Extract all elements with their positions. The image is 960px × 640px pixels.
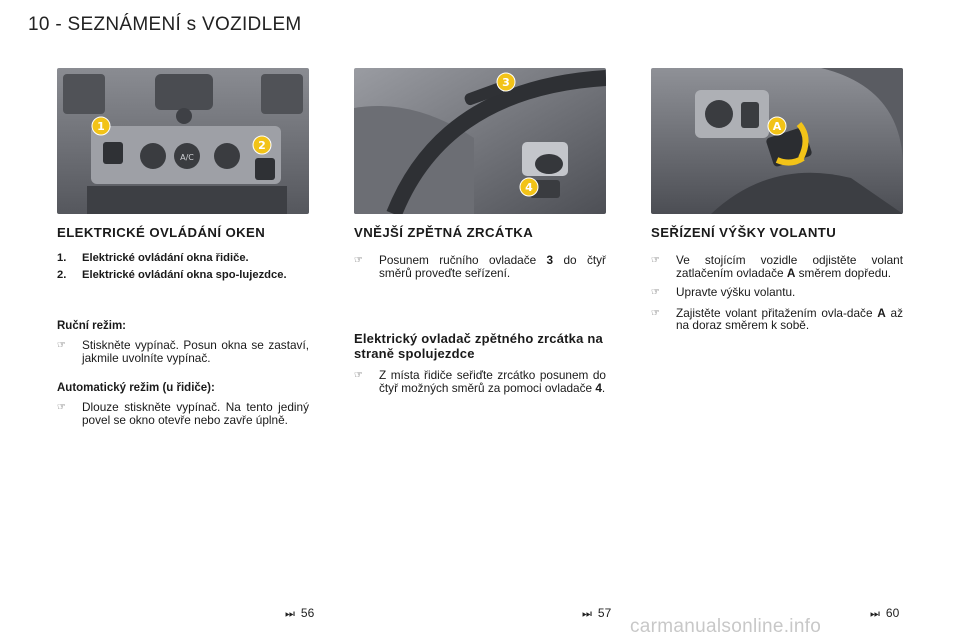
mirror-control-photo	[354, 68, 606, 214]
page-title: 10 - SEZNÁMENÍ s VOZIDLEM	[28, 14, 302, 35]
column-steering	[651, 68, 903, 332]
window-switch-list	[57, 252, 309, 282]
steering-bullet-1: ☞ Ve stojícím vozidle odjistěte volant zatlačením ovladače A směrem dopředu.	[651, 253, 903, 280]
list-item: 2. Elektrické ovládání okna spo-lujezdce.	[57, 269, 287, 281]
passenger-mirror-bullet: ☞ Z místa řidiče seřiďte zrcátko posunem do čtyř možných směrů za pomoci ovladače 4.	[354, 368, 606, 395]
subheading-passenger-mirror: Elektrický ovladač zpětného zrcátka na straně spolujezdce	[354, 331, 603, 361]
manual-mode-bullet: ☞ Stiskněte vypínač. Posun okna se zastaví, jakmile uvolníte vypínač.	[57, 338, 309, 365]
marker-2: 2	[258, 139, 266, 152]
hand-pointer-icon: ☞	[651, 255, 660, 266]
hand-pointer-icon: ☞	[354, 370, 363, 381]
steering-adjust-photo	[651, 68, 903, 214]
fast-forward-icon: ⏭	[870, 608, 880, 620]
watermark: carmanualsonline.info	[630, 616, 822, 637]
marker-a: A	[772, 120, 782, 133]
hand-pointer-icon: ☞	[651, 307, 660, 319]
hand-pointer-icon: ☞	[57, 402, 66, 413]
page-ref-60[interactable]: ⏭ 60	[870, 606, 900, 620]
column-window-controls	[57, 68, 309, 426]
auto-mode-bullet: ☞ Dlouze stiskněte vypínač. Na tento jediný povel se okno otevře nebo zavře úplně.	[57, 400, 309, 427]
auto-mode-section	[57, 382, 309, 426]
hand-pointer-icon: ☞	[57, 340, 66, 351]
hand-pointer-icon: ☞	[354, 255, 363, 266]
auto-mode-title: Automatický režim (u řidiče):	[57, 382, 215, 394]
marker-3: 3	[502, 76, 510, 89]
fast-forward-icon: ⏭	[582, 608, 592, 620]
window-switch-photo	[57, 68, 309, 214]
page-ref-56[interactable]: ⏭ 56	[285, 606, 315, 620]
heading-steering: SEŘÍZENÍ VÝŠKY VOLANTU	[651, 225, 837, 240]
hand-pointer-icon: ☞	[651, 287, 660, 298]
fast-forward-icon: ⏭	[285, 608, 295, 620]
marker-4: 4	[525, 181, 533, 194]
mirror-bullet: ☞ Posunem ručního ovladače 3 do čtyř směrů proveďte seřízení.	[354, 253, 606, 280]
manual-mode-title: Ruční režim:	[57, 320, 127, 332]
ac-label: A/C	[180, 153, 194, 162]
page-ref-57[interactable]: ⏭ 57	[582, 606, 612, 620]
steering-bullet-3: ☞ Zajistěte volant přitažením ovla-dače A až na doraz směrem k sobě.	[651, 305, 903, 332]
list-item: 1. Elektrické ovládání okna řidiče.	[57, 252, 249, 264]
heading-mirrors: VNĚJŠÍ ZPĚTNÁ ZRCÁTKA	[354, 225, 534, 240]
marker-1: 1	[97, 120, 105, 133]
column-mirrors	[354, 68, 606, 394]
steering-bullet-2: ☞ Upravte výšku volantu.	[651, 285, 796, 299]
manual-mode-section	[57, 320, 309, 364]
heading-window-controls: ELEKTRICKÉ OVLÁDÁNÍ OKEN	[57, 225, 266, 240]
